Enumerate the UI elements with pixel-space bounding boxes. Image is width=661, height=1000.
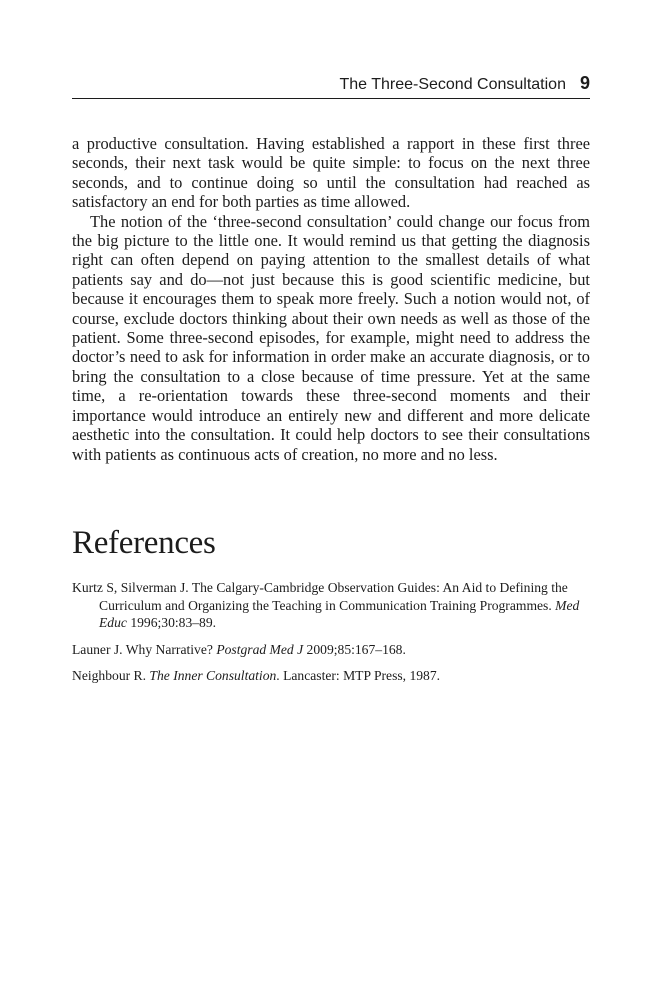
paragraph-continued: a productive consultation. Having established a rapport in these first three seconds, their next task would be quite simple: to focus on the next three seconds, and to continue doing so until the consultation had reached as satisfactory an end for both parties as time allowed. xyxy=(72,134,590,212)
reference-item xyxy=(72,641,590,659)
reference-text: Kurtz S, Silverman J. The Calgary-Cambridge Observation Guides: An Aid to Defining the Curriculum and Organizing the Teaching in Communication Training Programmes. xyxy=(72,580,568,613)
references-list xyxy=(72,579,590,694)
reference-text: Neighbour R. xyxy=(72,668,150,683)
reference-book-title: The Inner Consultation xyxy=(149,668,277,683)
reference-item xyxy=(72,667,590,685)
running-title: The Three-Second Consultation xyxy=(339,76,566,93)
reference-citation: 1996;30:83–89. xyxy=(126,615,217,630)
running-header xyxy=(72,70,590,99)
reference-journal: Med Educ xyxy=(99,597,580,630)
reference-text: Launer J. Why Narrative? xyxy=(72,641,217,657)
body-text xyxy=(72,134,590,464)
paragraph: The notion of the ‘three-second consultation’ could change our focus from the big picture to the little one. It would remind us that getting the diagnosis right can often depend on paying attention to the smallest details of what patients say and do—not just because this is good scientific medicine, but because it encourages them to speak more freely. Such a notion would not, of course, exclude doctors thinking about their own needs as well as those of the patient. Some three-second episodes, for example, might need to address the doctor’s need to ask for information in order make an accurate diagnosis, or to bring the consultation to a close because of time pressure. Yet at the same time, a re-orientation towards these three-second moments and their importance would introduce an entirely new and different and more delicate aesthetic into the consultation. It could help doctors to see their consultations with patients as continuous acts of creation, no more and no less. xyxy=(72,211,590,464)
references-heading: References xyxy=(72,525,216,561)
page-number: 9 xyxy=(579,73,590,93)
reference-journal: Postgrad Med J xyxy=(216,641,304,657)
reference-item xyxy=(72,579,590,632)
reference-citation: . Lancaster: MTP Press, 1987. xyxy=(276,668,441,683)
reference-citation: 2009;85:167–168. xyxy=(303,641,406,657)
